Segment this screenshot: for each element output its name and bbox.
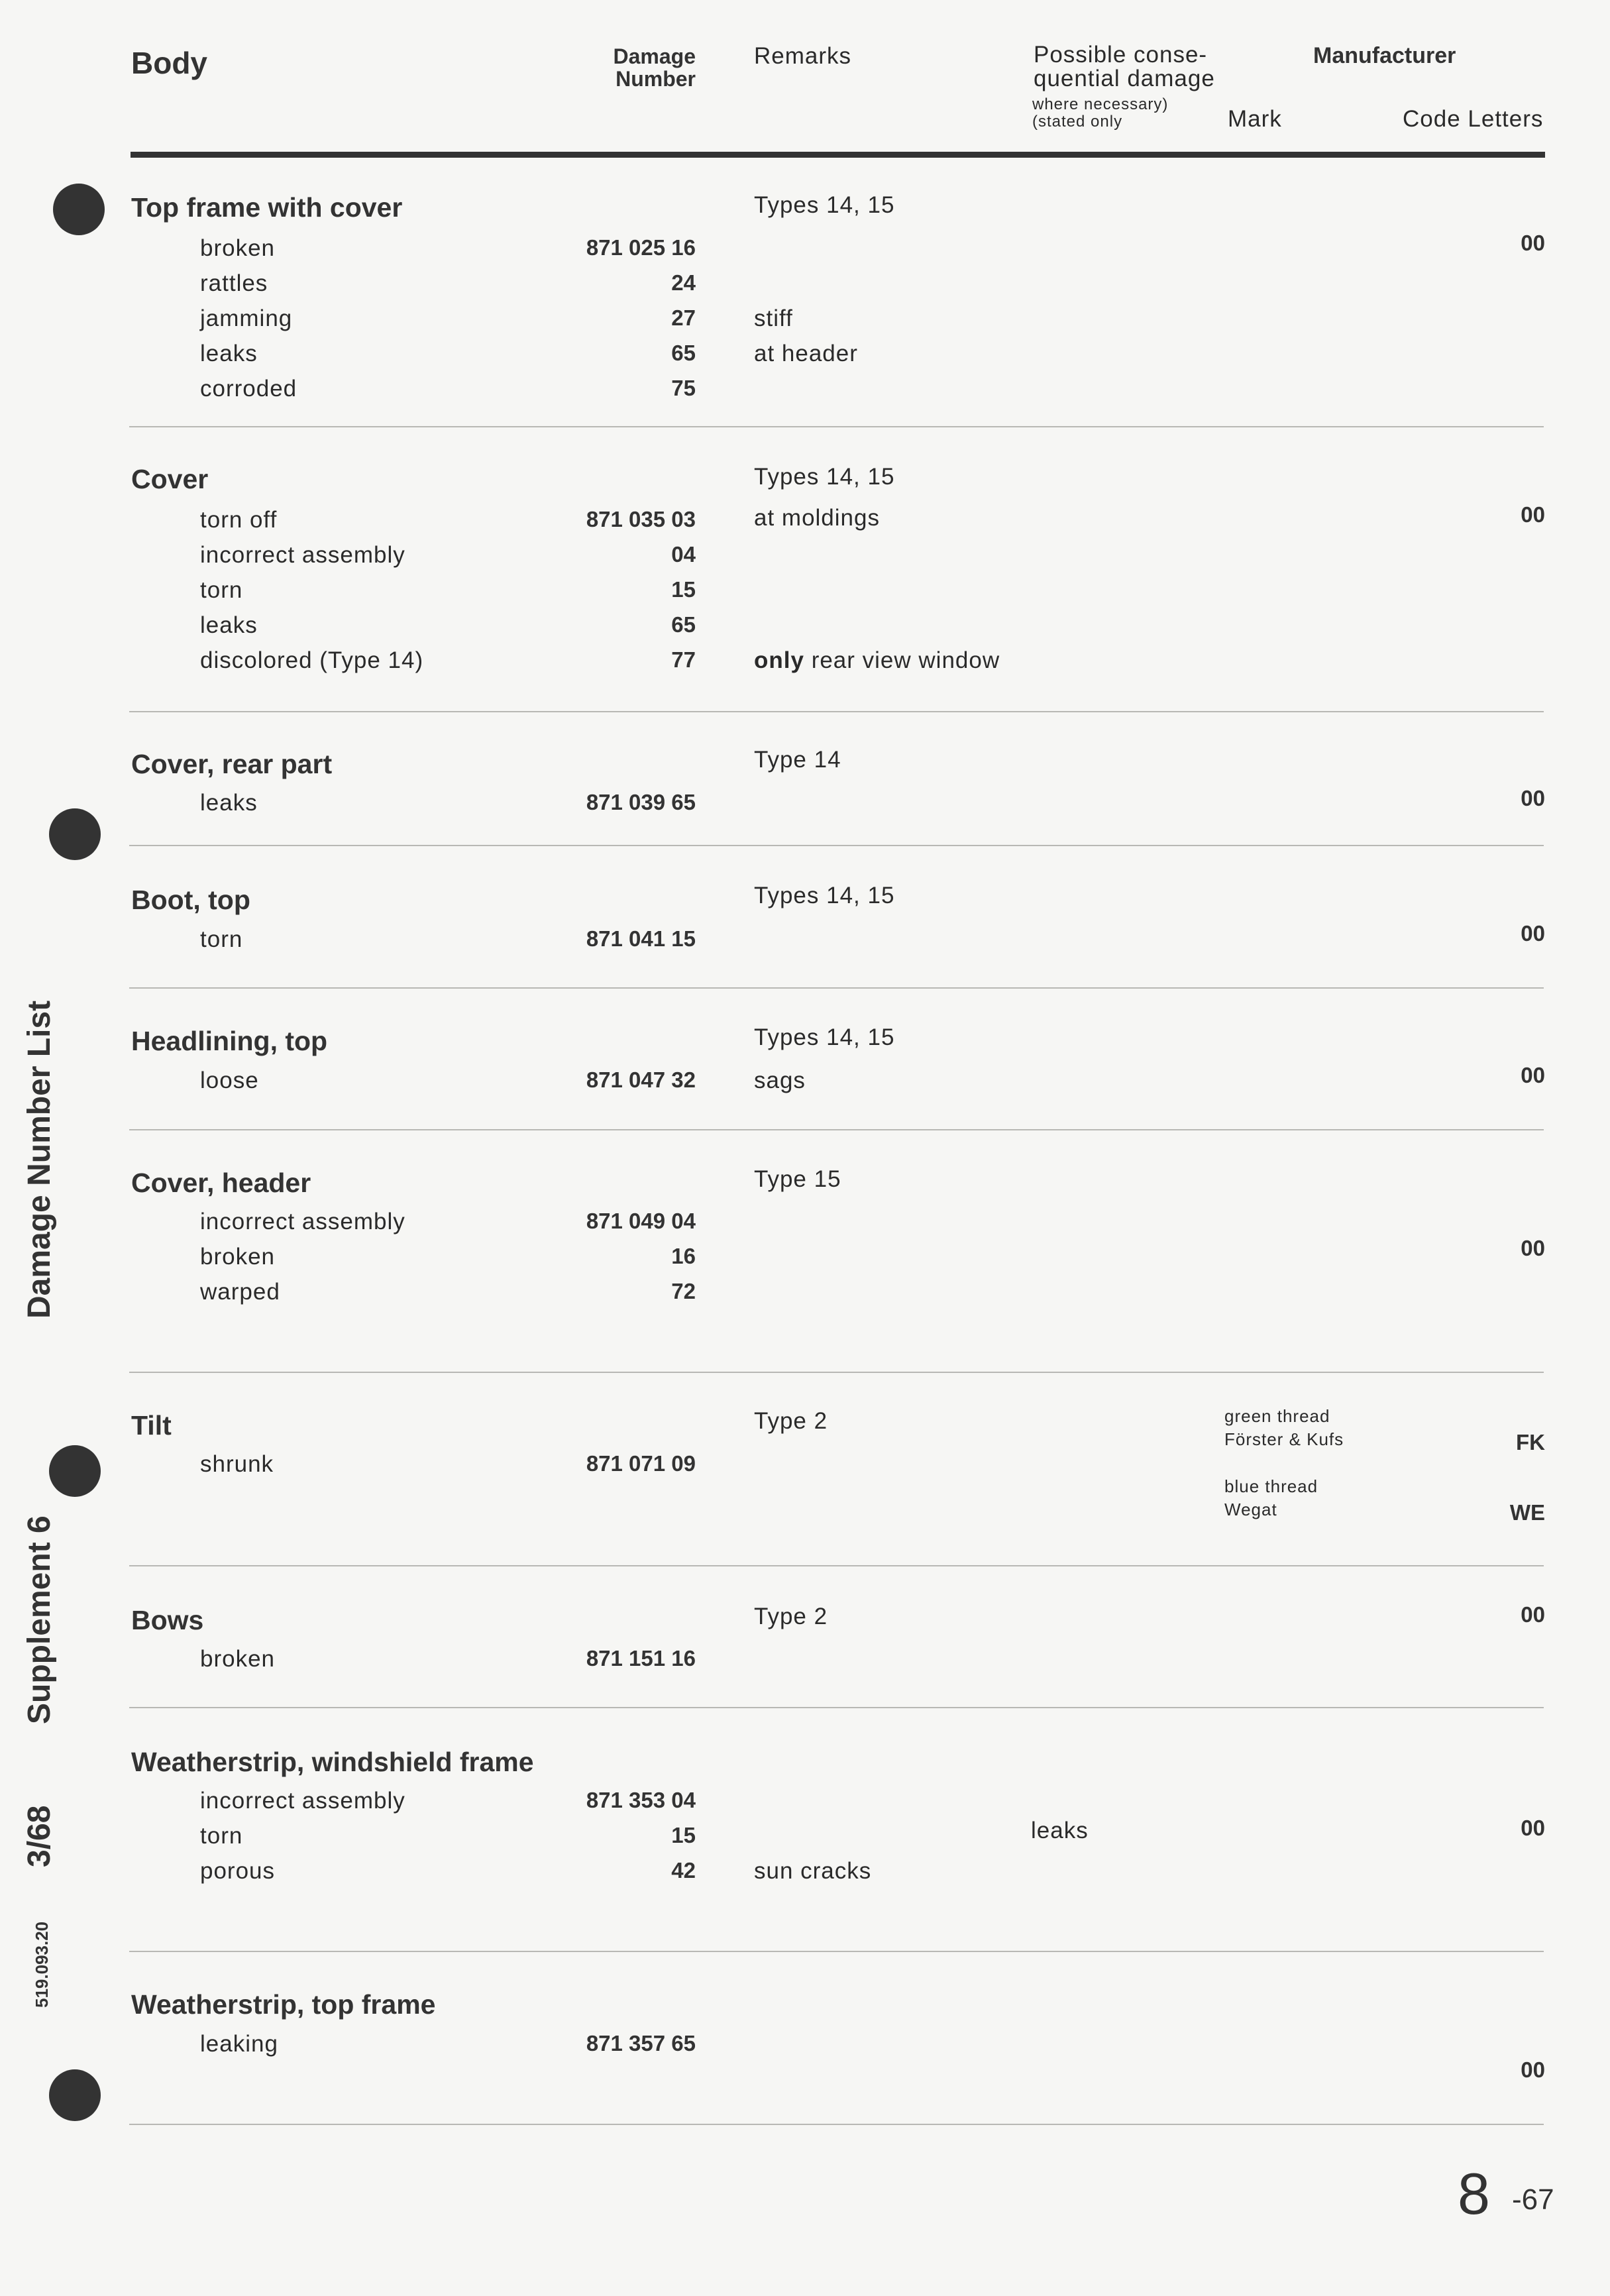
- section-divider: [129, 2124, 1544, 2125]
- section-heading: Body: [131, 46, 207, 80]
- item-remark: only rear view window: [754, 647, 1000, 673]
- damage-item: torn: [200, 926, 243, 952]
- damage-number: 65: [671, 341, 696, 365]
- section-divider: [129, 1951, 1544, 1952]
- section-divider: [129, 711, 1544, 712]
- category-remark: Type 2: [754, 1408, 828, 1434]
- damage-number: 15: [671, 577, 696, 602]
- code-letters: 00: [1521, 921, 1545, 946]
- damage-item: corroded: [200, 376, 297, 402]
- damage-number: 871 047 32: [586, 1067, 696, 1092]
- binder-hole: [49, 2069, 101, 2121]
- category-remark: Type 14: [754, 747, 841, 773]
- remarks-header: Remarks: [754, 43, 852, 69]
- damage-item: jamming: [200, 305, 293, 331]
- binder-hole: [49, 1445, 101, 1497]
- damage-number: 72: [671, 1279, 696, 1303]
- damage-item: shrunk: [200, 1451, 274, 1477]
- damage-number: 871 353 04: [586, 1788, 696, 1812]
- code-letters: 00: [1521, 1063, 1545, 1087]
- damage-number: 871 025 16: [586, 235, 696, 260]
- damage-item: broken: [200, 235, 276, 261]
- category-title: Cover: [131, 464, 209, 494]
- category-remark: Types 14, 15: [754, 883, 895, 908]
- damage-item: leaks: [200, 612, 258, 638]
- damage-number: 871 151 16: [586, 1646, 696, 1670]
- item-remark: at moldings: [754, 505, 880, 531]
- category-title: Top frame with cover: [131, 192, 403, 223]
- damage-item: incorrect assembly: [200, 1788, 405, 1814]
- page-number-suffix: -67: [1512, 2183, 1554, 2216]
- category-title: Bows: [131, 1605, 204, 1635]
- damage-number: 27: [671, 305, 696, 330]
- damage-item: discolored (Type 14): [200, 647, 424, 673]
- category-remark: Types 14, 15: [754, 1024, 895, 1050]
- code-letters: 00: [1521, 1236, 1545, 1260]
- side-date: 3/68: [22, 1805, 57, 1867]
- damage-number: 871 041 15: [586, 926, 696, 951]
- code-letters: 00: [1521, 231, 1545, 255]
- header-rule: [131, 152, 1545, 158]
- damage-item: leaks: [200, 341, 258, 366]
- damage-item: broken: [200, 1646, 276, 1672]
- damage-item: rattles: [200, 270, 268, 296]
- category-title: Tilt: [131, 1410, 172, 1441]
- damage-item: broken: [200, 1244, 276, 1270]
- damage-number: 871 039 65: [586, 790, 696, 814]
- damage-item: torn: [200, 577, 243, 603]
- category-title: Cover, rear part: [131, 749, 333, 779]
- damage-number: 871 071 09: [586, 1451, 696, 1476]
- category-title: Weatherstrip, top frame: [131, 1989, 436, 2020]
- manufacturer-mark: blue thread Wegat: [1224, 1476, 1318, 1519]
- category-remark: Types 14, 15: [754, 464, 895, 490]
- damage-number: 75: [671, 376, 696, 400]
- damage-number: 871 357 65: [586, 2031, 696, 2055]
- damage-item: incorrect assembly: [200, 542, 405, 568]
- category-title: Headlining, top: [131, 1026, 328, 1056]
- section-divider: [129, 1372, 1544, 1373]
- side-list-title: Damage Number List: [22, 1000, 57, 1319]
- section-divider: [129, 845, 1544, 846]
- code-letters: FK: [1516, 1430, 1545, 1454]
- damage-number: 871 035 03: [586, 507, 696, 531]
- damage-number: 77: [671, 647, 696, 672]
- damage-number: 15: [671, 1823, 696, 1847]
- damage-item: warped: [200, 1279, 280, 1305]
- code-letters: 00: [1521, 2057, 1545, 2082]
- damage-item: leaks: [200, 790, 258, 816]
- code-letters: 00: [1521, 502, 1545, 527]
- code-letters: 00: [1521, 1816, 1545, 1840]
- damage-number: 24: [671, 270, 696, 295]
- damage-number: 65: [671, 612, 696, 637]
- page-number: 8: [1458, 2161, 1490, 2226]
- section-divider: [129, 1129, 1544, 1130]
- damage-item: porous: [200, 1858, 276, 1884]
- item-remark: at header: [754, 341, 858, 366]
- manufacturer-mark: green thread Förster & Kufs: [1224, 1406, 1344, 1449]
- item-remark: sags: [754, 1067, 806, 1093]
- damage-number: 871 049 04: [586, 1209, 696, 1233]
- category-remark: Type 2: [754, 1604, 828, 1629]
- code-letters-header: Code Letters: [1403, 106, 1544, 132]
- item-remark: stiff: [754, 305, 793, 331]
- code-letters: 00: [1521, 1602, 1545, 1627]
- damage-number: 16: [671, 1244, 696, 1268]
- section-divider: [129, 426, 1544, 427]
- item-remark: sun cracks: [754, 1858, 872, 1884]
- damage-item: torn: [200, 1823, 243, 1849]
- damage-number: 04: [671, 542, 696, 567]
- mark-header: Mark: [1228, 106, 1282, 132]
- category-remark: Types 14, 15: [754, 192, 895, 218]
- side-doc-number: 519.093.20: [32, 1921, 52, 2008]
- consequential-note: where necessary) (stated only: [1032, 95, 1169, 131]
- side-supplement: Supplement 6: [22, 1515, 57, 1724]
- category-title: Weatherstrip, windshield frame: [131, 1747, 534, 1777]
- section-divider: [129, 1707, 1544, 1708]
- code-letters: WE: [1509, 1500, 1545, 1525]
- binder-hole: [49, 808, 101, 860]
- damage-item: loose: [200, 1067, 259, 1093]
- category-title: Boot, top: [131, 885, 250, 915]
- section-divider: [129, 1565, 1544, 1566]
- damage-item: leaking: [200, 2031, 278, 2057]
- damage-number-header: Damage Number: [613, 44, 696, 91]
- binder-hole: [53, 184, 105, 235]
- category-title: Cover, header: [131, 1168, 311, 1198]
- damage-item: incorrect assembly: [200, 1209, 405, 1234]
- consequential-damage: leaks: [1031, 1818, 1089, 1843]
- section-divider: [129, 987, 1544, 989]
- consequential-damage-header: Possible conse- quential damage: [1034, 42, 1215, 91]
- manufacturer-header: Manufacturer: [1313, 43, 1456, 68]
- category-remark: Type 15: [754, 1166, 841, 1192]
- code-letters: 00: [1521, 786, 1545, 810]
- damage-number: 42: [671, 1858, 696, 1883]
- damage-item: torn off: [200, 507, 278, 533]
